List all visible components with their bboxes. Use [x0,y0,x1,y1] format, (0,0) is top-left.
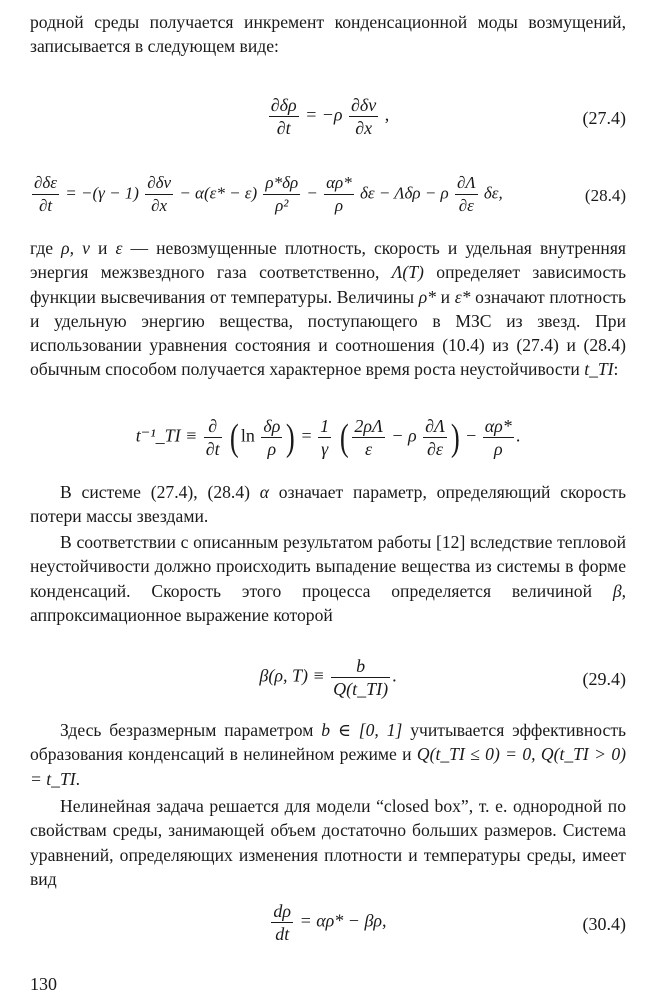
eqtti-ln: ln [240,425,255,446]
equation-30-4 [30,900,626,945]
eqtti-f6-num: αρ* [484,416,512,436]
eq27-rhs-den: ∂x [355,118,373,138]
p3-alpha: α [259,482,270,502]
eqtti-f2-den: ρ [267,439,277,459]
eq28-f2 [145,172,173,217]
eq30-den: dt [275,924,290,944]
eq29-num: b [331,655,390,678]
eqtti-f6-den: ρ [493,439,503,459]
eq30-number: (30.4) [582,914,626,934]
equation-growth-time [30,415,626,460]
p2-text-f: означают плотность и удельную энергию вещества, поступающего в МЗС из звезд. При использовании уравнения состояния и соотношения (10.4) из (27.4) и (28.4) обычным способом получается характерное время роста неустойчивости [30,286,626,380]
eq29-tail: . [392,665,397,686]
p3-text-a: В системе (27.4), (28.4) [60,482,260,502]
eq28-t5: δε, [483,183,503,203]
eq29-fraction [331,655,390,700]
eq28-f2-num: ∂δv [145,172,173,195]
eq28-f4-den: ρ [334,196,343,215]
eq27-tail: , [384,104,390,125]
eq28-f5-num: ∂Λ [455,172,478,195]
paragraph-3 [30,480,626,529]
paragraph-5 [30,718,626,791]
eq30-rhs: = αρ* − βρ, [299,910,387,931]
eqtti-minus: − [466,425,477,446]
eqtti-lhs: t⁻¹_TI ≡ [135,425,198,446]
right-paren-1: ) [286,416,296,459]
eqtti-f3-num: 1 [320,416,330,436]
eqtti-f3-den: γ [321,439,329,459]
p4-text-b: , аппроксимационное выражение которой [30,580,626,625]
p5-text-a: Здесь безразмерным параметром [60,720,322,740]
eq27-number: (27.4) [582,108,626,128]
p5-text-c: . [75,768,81,789]
eq28-f1-num: ∂δε [32,172,59,195]
eq28-t1: = −(γ − 1) [65,183,139,203]
eq27-lhs-num: ∂δρ [270,95,297,115]
p2-tti: t_TI [584,359,614,380]
p2-text-a: где [30,238,62,258]
p4-beta: β [612,580,622,601]
p5-b-in: b ∈ [0, 1] [321,720,403,740]
p6-text: Нелинейная задача решается для модели “closed box”, т. е. однородной по свойствам среды, занимающей объем достаточно больших размеров. Система уравнений, определяющих изменения плотности и температуры среды, имеет вид [30,796,626,889]
eqtti-f5-num: ∂Λ [425,416,445,436]
page-number: 130 [30,974,57,994]
eq27-rhs-num: ∂δv [351,95,377,115]
eq28-number: (28.4) [584,186,626,205]
eqtti-f4 [352,415,385,460]
eq27-rhs-fraction [349,94,378,139]
eqtti-f2-num: δρ [263,416,281,436]
eqtti-f1-num: ∂ [204,415,222,438]
equation-28-4 [30,172,626,217]
eqtti-f5-den: ∂ε [427,439,444,459]
eqtti-f1 [204,415,222,460]
paragraph-1 [30,10,626,59]
eqtti-f5 [423,415,447,460]
eqtti-f6 [483,415,514,460]
eq28-f3-num: ρ*δρ [263,172,300,195]
p2-text-g: : [613,359,619,380]
right-paren-2: ) [450,416,460,459]
eq28-f5-den: ∂ε [458,196,474,215]
paragraph-2 [30,236,626,382]
equation-29-4 [30,655,626,700]
eq29-number: (29.4) [582,669,626,689]
eq30-fraction [271,900,293,945]
eqtti-f4-den: ε [365,439,373,459]
p4-text-a: В соответствии с описанным результатом работы [12] вследствие тепловой неустойчивости должно происходить выпадение вещества из системы в форме конденсаций. Скорость этого процесса определяется величиной [30,532,626,601]
paragraph-6 [30,794,626,891]
eq29-den: Q(t_TI) [333,679,389,699]
eqtti-f4-num: 2ρΛ [354,416,383,436]
eqtti-f1-den: ∂t [205,439,220,459]
p2-eps: ε [115,238,123,258]
p3-text-b: означает параметр, определяющий скорость потери массы звездами. [30,482,626,527]
eq28-f1 [32,172,59,217]
eq28-f3-den: ρ² [275,196,289,215]
p2-vars: ρ, v [61,238,90,258]
eq28-t4: δε − Λδρ − ρ [359,183,449,203]
paragraph-4 [30,530,626,627]
eq28-f1-den: ∂t [38,196,53,215]
left-paren-1: ( [230,416,239,459]
p2-eps-star: ε* [454,286,471,307]
p2-lambda: Λ(T) [391,262,424,283]
equation-27-4 [30,94,626,139]
eqtti-f2 [261,415,282,460]
eq27-lhs-fraction [269,94,299,139]
eq28-f4 [324,172,354,217]
eq28-t2: − α(ε* − ε) [179,183,258,203]
p2-text-e: и [435,286,455,307]
eq28-t3: − [306,183,318,203]
eqtti-tail: . [515,425,521,446]
p5-condition: Q(t_TI ≤ 0) = 0, Q(t_TI > 0) = t_TI [30,744,627,789]
p2-text-c: — невозмущенные плотность, скорость и удельная внутренняя энергия межзвездного газа соответственно, [30,238,626,283]
eqtti-minus-rho: − ρ [391,425,417,446]
p5-text-b: учитывается эффективность образования конденсаций в нелинейном режиме и [30,720,627,765]
eq30-num: dρ [273,901,292,921]
p2-text-d: определяет зависимость функции высвечивания от температуры. Величины [30,262,626,307]
p2-text-b: и [89,238,116,258]
eq28-f4-num: αρ* [324,172,354,195]
eqtti-f3 [318,415,331,460]
eq28-f2-den: ∂x [151,196,168,215]
eq29-lhs: β(ρ, T) ≡ [259,665,325,686]
left-paren-2: ( [339,416,349,459]
p2-rho-star: ρ* [418,286,436,307]
eqtti-eqs: = [301,425,312,446]
eq27-lhs-den: ∂t [276,118,291,138]
paragraph-1-text: родной среды получается инкремент конденсационной моды возмущений, записывается в следующем виде: [30,12,626,57]
eq28-f3 [263,172,300,217]
eq27-mid: = −ρ [305,104,343,125]
eq28-f5 [455,172,478,217]
